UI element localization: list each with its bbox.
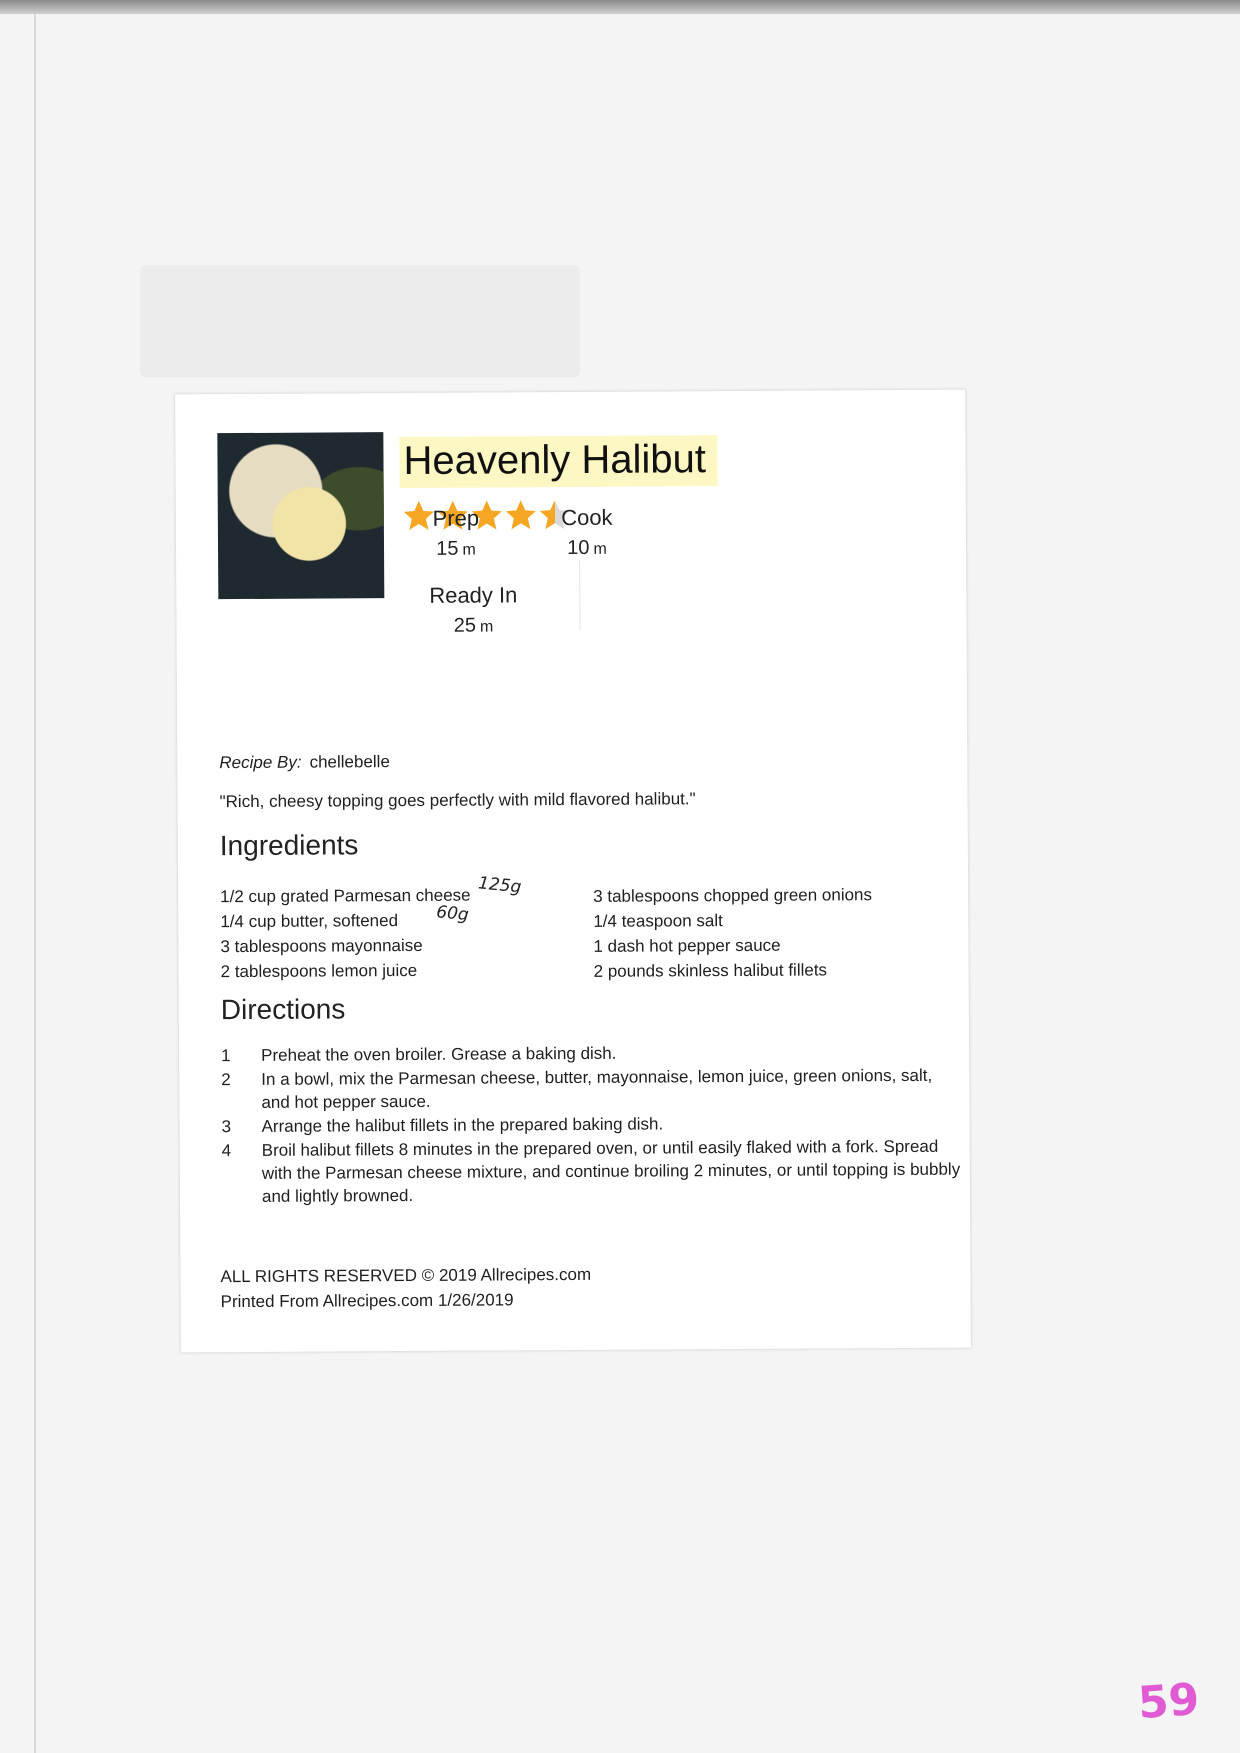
step-number: 1 <box>221 1046 231 1066</box>
byline <box>219 752 390 773</box>
byline-label: Recipe By: <box>219 752 302 773</box>
direction-step <box>221 1064 961 1115</box>
ready-time <box>418 614 528 638</box>
cook-unit: m <box>593 540 607 558</box>
ingredient-item: 3 tablespoons mayonnaise <box>220 935 423 957</box>
ready-label: Ready In <box>429 582 518 608</box>
step-number: 4 <box>221 1141 232 1161</box>
ingredient-item: 1/4 cup butter, softened <box>220 911 399 932</box>
scanner-edge <box>0 0 1240 14</box>
recipe-printout <box>175 390 971 1353</box>
prep-time <box>401 537 511 561</box>
ingredient-item: 2 tablespoons lemon juice <box>220 960 418 982</box>
ingredients-list-right <box>593 882 872 984</box>
handwritten-page-number: 59 <box>1136 1673 1201 1730</box>
direction-step <box>221 1040 961 1068</box>
direction-step <box>221 1111 961 1139</box>
show-through-image <box>140 265 580 377</box>
cook-time <box>532 537 642 561</box>
printed-from-line: Printed From Allrecipes.com 1/26/2019 <box>220 1290 514 1312</box>
step-number: 3 <box>221 1117 232 1137</box>
step-text: In a bowl, mix the Parmesan cheese, butter, mayonnaise, lemon juice, green onions, salt, and hot pepper sauce. <box>261 1065 933 1112</box>
ingredient-item: 1/4 teaspoon salt <box>593 911 723 931</box>
prep-unit: m <box>462 541 476 559</box>
step-text: Arrange the halibut fillets in the prepared baking dish. <box>261 1114 664 1136</box>
ingredients-list-left <box>220 883 471 985</box>
ready-unit: m <box>479 618 494 636</box>
ingredient-item: 2 pounds skinless halibut fillets <box>593 960 828 981</box>
ingredient-item: 3 tablespoons chopped green onions <box>593 885 873 906</box>
author-name: chellebelle <box>309 752 390 772</box>
copyright-line: ALL RIGHTS RESERVED © 2019 Allrecipes.com <box>220 1264 592 1287</box>
recipe-title: Heavenly Halibut <box>399 435 718 488</box>
directions-heading: Directions <box>220 993 346 1026</box>
footer <box>220 1262 591 1314</box>
cook-value: 10 <box>567 536 590 560</box>
ingredients-heading: Ingredients <box>219 829 359 862</box>
page-edge <box>34 14 36 1753</box>
prep-label: Prep <box>432 505 480 531</box>
step-text: Preheat the oven broiler. Grease a baking dish. <box>261 1043 617 1065</box>
handwritten-note-125g: 125g <box>477 873 523 898</box>
cook-label: Cook <box>561 504 613 531</box>
directions-list <box>221 1040 962 1210</box>
recipe-description: "Rich, cheesy topping goes perfectly with mild flavored halibut." <box>219 789 696 812</box>
ready-value: 25 <box>453 614 477 637</box>
recipe-photo <box>217 432 384 599</box>
ingredient-item: 1 dash hot pepper sauce <box>593 935 781 956</box>
prep-value: 15 <box>436 537 459 560</box>
direction-step <box>222 1135 962 1209</box>
ingredient-item: 1/2 cup grated Parmesan cheese <box>220 885 471 907</box>
handwritten-note-60g: 60g <box>435 902 470 926</box>
time-divider <box>579 560 580 630</box>
step-number: 2 <box>221 1070 231 1090</box>
step-text: Broil halibut fillets 8 minutes in the prepared oven, or until easily flaked with a fork. Spread with the Parmesan cheese mixture, and continue broiling 2 minutes, or until topping is bubbly and lightly browned. <box>261 1136 961 1206</box>
